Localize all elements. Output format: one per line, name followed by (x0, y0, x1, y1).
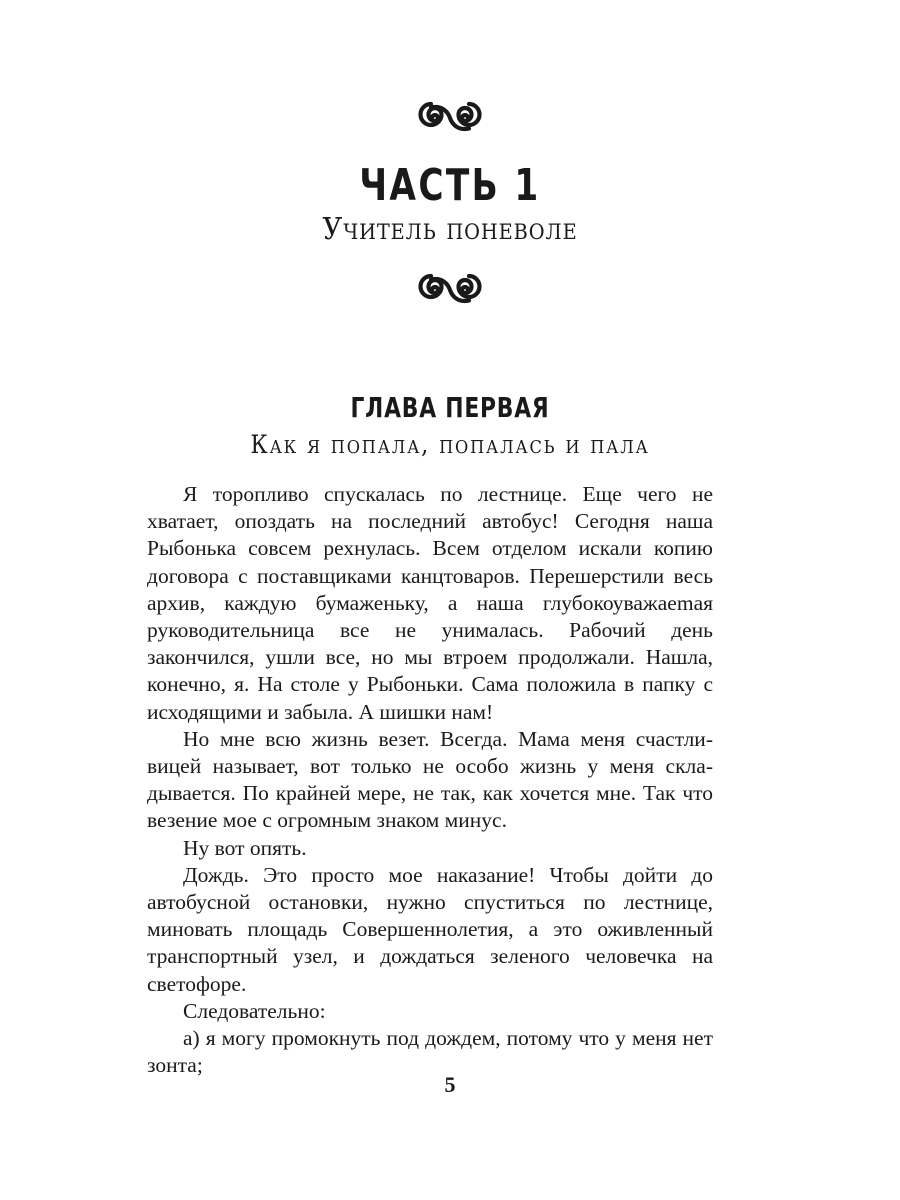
paragraph: а) я могу промокнуть под дождем, потому что у меня нет зонта; (147, 1026, 713, 1078)
page-number: 5 (444, 1072, 456, 1097)
paragraph: Дождь. Это просто мое наказание! Чтобы дойти до автобусной остановки, нужно спуститься по лестнице, миновать площадь Совершеннолетия, а это оживленный транспортный узел, и дождаться зеленого человечка на светофоре. (147, 862, 713, 996)
paragraph: Но мне всю жизнь везет. Всегда. Мама меня счастливицей называет, вот только не особо жизнь у меня складывается. По крайней мере, не так, как хочется мне. Так что везение мое с огромным знаком минус. (147, 726, 713, 833)
double-spiral-ornament-icon (414, 100, 486, 136)
chapter-subtitle: Как я попала, попалась и пала (250, 430, 650, 459)
part-title: ЧАСТЬ 1 (359, 160, 541, 211)
paragraph: Ну вот опять. (183, 835, 307, 860)
part-subtitle: Учитель поневоле (322, 212, 578, 247)
chapter-title: ГЛАВА ПЕРВАЯ (350, 391, 550, 424)
paragraph: Я торопливо спускалась по лестнице. Еще чего не хватает, опоздать на последний автобус! Сегодня наша Рыбонька совсем рехнулась. Всем отделом искали копию договора с поставщиками канцтоваров. Перешерстили весь архив, каждую бумаженьку, а наша глубокоуважаеmая руководительница все не унималась. Рабочий день закончился, ушли все, но мы втроем продолжали. Нашла, конечно, я. На столе у Рыбоньки. Сама положила в папку с исходящими и забыла. А шишки нам! (147, 482, 713, 724)
double-spiral-ornament-icon (414, 272, 486, 308)
chapter-body (147, 481, 713, 1079)
paragraph: Следовательно: (183, 998, 326, 1023)
